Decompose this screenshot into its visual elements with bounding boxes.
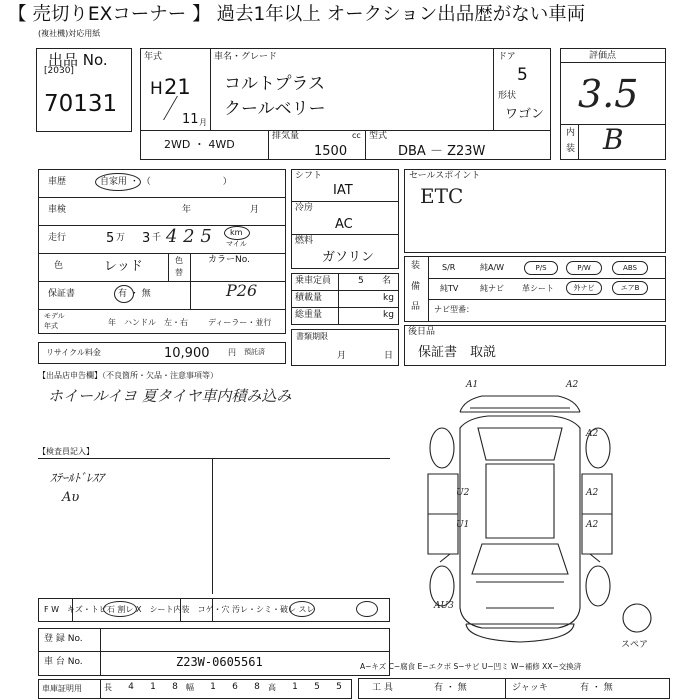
equip-ext-navi-circle [566, 281, 602, 295]
mark-a2-right: A2 [586, 429, 599, 439]
color-no-label: カラーNo. [208, 255, 250, 265]
model-year-unit: 年 [108, 318, 116, 327]
score-label: 評価点 [589, 51, 617, 61]
fuel-value: ガソリン [322, 250, 375, 265]
recycle-note: 預託済 [244, 348, 265, 356]
color-no: P26 [226, 281, 258, 300]
equip-pw-circle [566, 261, 602, 275]
later-items-label: 後日品 [408, 327, 436, 337]
cert-width-label: 幅 [186, 683, 194, 692]
inspector-line-2: Aυ [62, 490, 80, 505]
equip-abs-circle [612, 261, 648, 275]
shape-label: 形状 [498, 91, 517, 101]
reg-no-label: 登 録 No. [44, 634, 83, 644]
model-name: コルトプラス [224, 74, 325, 94]
drive-options: 2WD ・ 4WD [164, 138, 235, 151]
fuel-label: 燃料 [295, 236, 314, 246]
condition-text: F W キズ・トビ石 割レ X シート内装 コゲ・穴 汚レ・シミ・破レ スレ [44, 605, 315, 614]
recycle-value: 10,900 [164, 346, 210, 361]
doc-deadline-label: 書類期限 [296, 332, 328, 341]
stone-chip-circle [103, 601, 137, 617]
inspection-label: 車検 [48, 205, 67, 215]
load-label: 積載量 [295, 293, 323, 303]
equipment-label-2: 備 [411, 282, 421, 292]
equip-ps-circle [524, 261, 558, 275]
interior-label-2: 装 [566, 144, 576, 154]
color-change-1: 色 [175, 256, 183, 265]
year-era: H [150, 79, 163, 99]
shape-value: ワゴン [505, 107, 545, 122]
mark-u1: U1 [456, 520, 470, 530]
chassis-value: Z23W-0605561 [176, 655, 263, 669]
lot-code: [2030] [44, 66, 74, 76]
dealer-import: ディーラー・並行 [208, 318, 272, 327]
doc-deadline-month: 月 [337, 351, 347, 361]
cert-height-label: 高 [268, 683, 276, 692]
mileage-unit-mile: マイル [226, 240, 247, 248]
gross-unit: kg [383, 310, 394, 320]
year-value: 21 [164, 75, 191, 99]
mileage-sen: 3 [142, 231, 151, 246]
model-grade: クールベリー [224, 99, 326, 119]
warranty-value: 有 ・ 無 [118, 289, 151, 299]
displacement-label: 排気量 [272, 131, 300, 141]
cert-length-3: 8 [172, 682, 178, 692]
doors-value: 5 [517, 65, 528, 85]
seats-unit: 名 [382, 276, 392, 286]
equip-abs: ABS [623, 264, 637, 272]
sales-point-value: ETC [420, 184, 464, 208]
color-change-2: 替 [175, 268, 183, 277]
lot-number: 70131 [44, 91, 118, 117]
shift-value: IAT [333, 183, 353, 198]
color-label: 色 [54, 261, 64, 271]
declaration-text: ホイールイヨ 夏タイヤ車内積み込み [48, 387, 292, 405]
cert-width-2: 6 [232, 682, 238, 692]
tools-label: 工 具 [372, 683, 393, 693]
mark-a2-front: A2 [586, 520, 599, 530]
history-label: 車歴 [48, 177, 67, 187]
doc-deadline-day: 日 [384, 351, 394, 361]
mark-u2: U2 [456, 488, 470, 498]
sales-point-label: セールスポイント [409, 171, 481, 181]
chassis-label: 車 台 No. [44, 657, 83, 667]
equipment-label-3: 品 [411, 302, 421, 312]
equip-ext-navi: 外ナビ [573, 284, 595, 292]
year-label: 年式 [144, 52, 163, 62]
mark-a2-rear: A2 [566, 380, 579, 390]
mileage-handwritten: 4 2 5 [166, 226, 212, 247]
displacement-unit: cc [352, 131, 361, 140]
tools-value: 有 ・ 無 [434, 683, 467, 693]
mileage-man: 5 [106, 231, 115, 246]
equip-navi-model: ナビ型番： [434, 305, 474, 314]
doors-label: ドア [498, 52, 516, 62]
aircon-value: AC [335, 217, 353, 232]
cert-width-1: 1 [210, 682, 216, 692]
month-value: 11 [182, 112, 199, 127]
recycle-label: リサイクル料金 [46, 348, 101, 357]
equip-navi: 純ナビ [480, 284, 504, 293]
scuff-circle [356, 601, 378, 617]
mileage-unit-km: km [230, 228, 243, 237]
cert-height-1: 1 [292, 682, 298, 692]
model-year-label-2: 年式 [44, 322, 58, 330]
mark-au3: AU3 [434, 601, 454, 611]
handle-side: ハンドル 左・右 [124, 318, 188, 327]
interior-label-1: 内 [566, 128, 576, 138]
equip-alloy: 純A/W [480, 263, 505, 272]
mark-a2-door: A2 [586, 488, 599, 498]
mileage-label: 走行 [48, 233, 67, 243]
color-value: レッド [104, 259, 143, 274]
equip-airbag-circle [612, 281, 648, 295]
equip-leather: 革シート [522, 284, 554, 293]
interior-grade: B [603, 123, 624, 156]
mileage-sen-unit: 千 [152, 233, 162, 243]
mileage-man-unit: 万 [116, 233, 126, 243]
mark-a1: A1 [466, 380, 479, 390]
inspector-label: 【検査員記入】 [38, 447, 94, 456]
load-unit: kg [383, 293, 394, 303]
inspection-year-unit: 年 [182, 205, 192, 215]
form-subheader: (複社機)対応用紙 [38, 29, 101, 38]
cert-height-3: 5 [336, 682, 342, 692]
type-value: DBA － Z23W [398, 144, 486, 159]
equip-sr: S/R [442, 263, 456, 272]
sales-point-box [404, 169, 666, 253]
aircon-label: 冷房 [295, 203, 314, 213]
model-year-label-1: モデル [44, 312, 65, 320]
declaration-label: 【出品店申告欄】（不良箇所・欠品・注意事項等） [38, 371, 218, 380]
gross-label: 総重量 [295, 310, 323, 320]
equip-pw: P/W [577, 264, 591, 272]
stain-circle [289, 601, 315, 617]
cert-length-2: 1 [150, 682, 156, 692]
inspection-month-unit: 月 [250, 205, 260, 215]
spare-label: スペア [621, 640, 649, 650]
cert-width-3: 8 [254, 682, 260, 692]
equip-tv: 純TV [440, 284, 459, 293]
history-value: 自家用 ・ （ ） [100, 177, 232, 187]
equip-airbag: エアB [620, 284, 640, 292]
shift-label: シフト [295, 171, 323, 181]
score-value: 3.5 [578, 72, 639, 116]
later-items-value: 保証書 取説 [418, 345, 497, 360]
garage-cert-label: 車庫証明用 [42, 684, 82, 693]
damage-legend: A−キズ C−腐食 E−エクボ S−サビ U−凹ミ W−補修 XX−交換済 [360, 662, 582, 671]
cert-length-1: 4 [128, 682, 134, 692]
recycle-unit: 円 [228, 348, 236, 357]
cert-height-2: 5 [314, 682, 320, 692]
equip-ps: P/S [535, 264, 547, 272]
warranty-label: 保証書 [48, 289, 76, 299]
page-title: 【 売切りEXコーナー 】 過去1年以上 オークション出品歴がない車両 [8, 4, 586, 25]
model-label: 車名・グレード [214, 52, 278, 62]
displacement-value: 1500 [314, 144, 348, 159]
seats-label: 乗車定員 [295, 276, 332, 286]
jack-value: 有 ・ 無 [580, 683, 613, 693]
equipment-label-1: 装 [411, 261, 421, 271]
type-label: 型式 [369, 131, 388, 141]
inspector-line-1: ｽﾃｰﾙﾄﾞﾚｽｱ [50, 471, 105, 485]
jack-label: ジャッキ [512, 683, 548, 693]
cert-length-label: 長 [104, 683, 112, 692]
garage-cert-dims [104, 682, 352, 698]
month-unit: 月 [199, 118, 207, 127]
lot-label: 出品 No. [48, 51, 108, 69]
seats-value: 5 [358, 276, 364, 286]
